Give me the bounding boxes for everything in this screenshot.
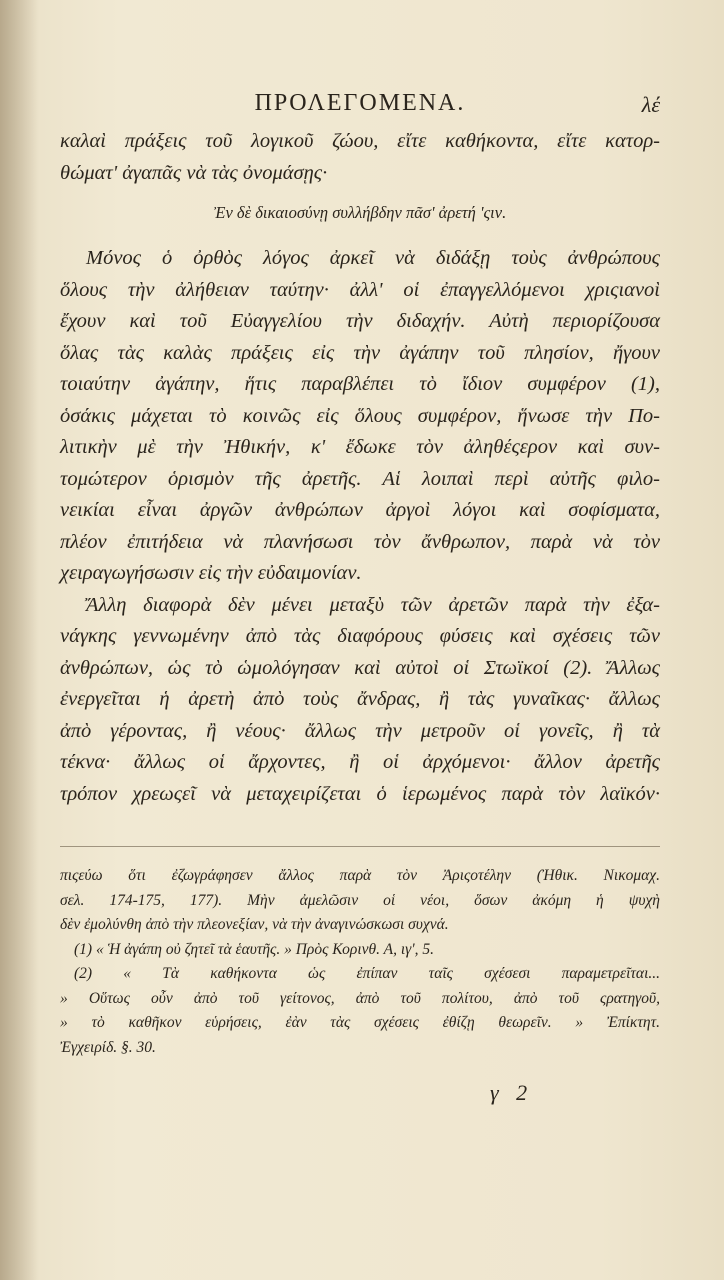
text-line: νάγκης γεννωμένην ἀπὸ τὰς διαφόρους φύσεις καὶ σχέσεις τῶν — [60, 625, 660, 647]
text-line: ἔχουν καὶ τοῦ Εὐαγγελίου τὴν διδαχήν. Αὐτὴ περιορίζουσα — [60, 310, 660, 332]
text-line: πλέον ἐπιτήδεια νὰ πλανήσωσι τὸν ἄνθρωπον, παρὰ νὰ τὸν — [60, 530, 660, 553]
text-line: τοιαύτην ἀγάπην, ἥτις παραβλέπει τὸ ἴδιον συμφέρον (1), — [60, 373, 660, 395]
footnote-2-line: Ἐγχειρίδ. §. 30. — [60, 1038, 156, 1056]
footnotes — [60, 864, 660, 1060]
footnote-2-line: » Οὕτως οὖν ἀπὸ τοῦ γείτονος, ἀπὸ τοῦ πολίτου, ἀπὸ τοῦ ςρατηγοῦ, — [60, 989, 660, 1007]
footnote-2-line: » τὸ καθῆκον εὑρήσεις, ἐὰν τὰς σχέσεις ἐθίζῃ θεωρεῖν. » Ἐπίκτητ. — [60, 1014, 660, 1031]
text-line: λιτικὴν μὲ τὴν Ἠθικήν, κ' ἔδωκε τὸν ἀληθέςερον καὶ συν- — [60, 436, 660, 458]
text-line: ὅλους τὴν ἀλήθειαν ταύτην· ἀλλ' οἱ ἐπαγγελλόμενοι χριςιανοὶ — [60, 278, 660, 301]
text-line: ἐνεργεῖται ἡ ἀρετὴ ἀπὸ τοὺς ἄνδρας, ἢ τὰς γυναῖκας· ἄλλως — [60, 688, 660, 710]
text-line: τρόπον χρεωςεῖ νὰ μεταχειρίζεται ὁ ἱερωμένος παρὰ τὸν λαϊκόν· — [60, 782, 660, 805]
page-number: λέ — [641, 92, 660, 117]
text-line: Μόνος ὁ ὀρθὸς λόγος ἀρκεῖ νὰ διδάξῃ τοὺς ἀνθρώπους — [86, 247, 660, 269]
text-line: χειραγωγήσωσιν εἰς τὴν εὐδαιμονίαν. — [60, 562, 362, 584]
text-line: ἀνθρώπων, ὡς τὸ ὡμολόγησαν καὶ αὐτοὶ οἱ Στωϊκοί (2). Ἄλλως — [60, 656, 660, 679]
text-line: ἀπὸ γέροντας, ἢ νέους· ἄλλως τὴν μετροῦν οἱ γονεῖς, ἢ τὰ — [60, 719, 660, 742]
text-line: ὅλας τὰς καλὰς πράξεις εἰς τὴν ἀγάπην τοῦ πλησίον, ἤγουν — [60, 341, 660, 364]
text-line: τομώτερον ὁρισμὸν τῆς ἀρετῆς. Αἱ λοιπαὶ περὶ αὐτῆς φιλο- — [60, 467, 660, 490]
footnote-1: (1) « Ἡ ἀγάπη οὐ ζητεῖ τὰ ἑαυτῆς. » Πρὸς Κορινθ. Α, ιγ', 5. — [74, 940, 434, 958]
paragraph-1 — [60, 243, 660, 590]
footnote-divider — [60, 846, 660, 847]
text-line: τέκνα· ἄλλως οἱ ἄρχοντες, ἢ οἱ ἀρχόμενοι· ἄλλον ἀρετῆς — [60, 751, 660, 773]
signature-mark: γ 2 — [490, 1080, 534, 1105]
text-line: θώματ' ἀγαπᾶς νὰ τὰς ὀνομάσῃς· — [60, 161, 328, 184]
verse-quote: Ἐν δὲ δικαιοσύνῃ συλλήβδην πᾶσ' ἀρετή 'ςιν. — [213, 203, 507, 222]
text-line: ὁσάκις μάχεται τὸ κοινῶς εἰς ὅλους συμφέρον, ἥνωσε τὴν Πο- — [60, 404, 660, 427]
footnote-line: σελ. 174-175, 177). Μὴν ἀμελῶσιν οἱ νέοι, ὅσων ἀκόμη ἡ ψυχὴ — [60, 891, 660, 909]
footnote-line: πιςεύω ὅτι ἐζωγράφησεν ἄλλος παρὰ τὸν Ἀριςοτέλην (Ἠθικ. Νικομαχ. — [60, 867, 660, 884]
paragraph-2 — [60, 590, 660, 811]
text-line: νεικίαι εἶναι ἀργῶν ἀνθρώπων ἀργοὶ λόγοι καὶ σοφίσματα, — [60, 499, 660, 521]
page-header — [60, 86, 660, 126]
footnote-2-line: (2) « Τὰ καθήκοντα ὡς ἐπίπαν ταῖς σχέσεσι παραμετρεῖται... — [74, 965, 660, 982]
footnote-line: δὲν ἐμολύνθη ἀπὸ τὴν πλεονεξίαν, νὰ τὴν ἀναγινώσκωσι συχνά. — [60, 916, 449, 933]
text-line: καλαὶ πράξεις τοῦ λογικοῦ ζώου, εἴτε καθήκοντα, εἴτε κατορ- — [60, 130, 660, 152]
main-text — [60, 126, 660, 810]
binding-shadow — [0, 0, 38, 1280]
running-title: ΠΡΟΛΕΓΟΜΕΝΑ. — [254, 90, 466, 116]
text-line: Ἄλλη διαφορὰ δὲν μένει μεταξὺ τῶν ἀρετῶν παρὰ τὴν ἐξα- — [86, 593, 660, 616]
